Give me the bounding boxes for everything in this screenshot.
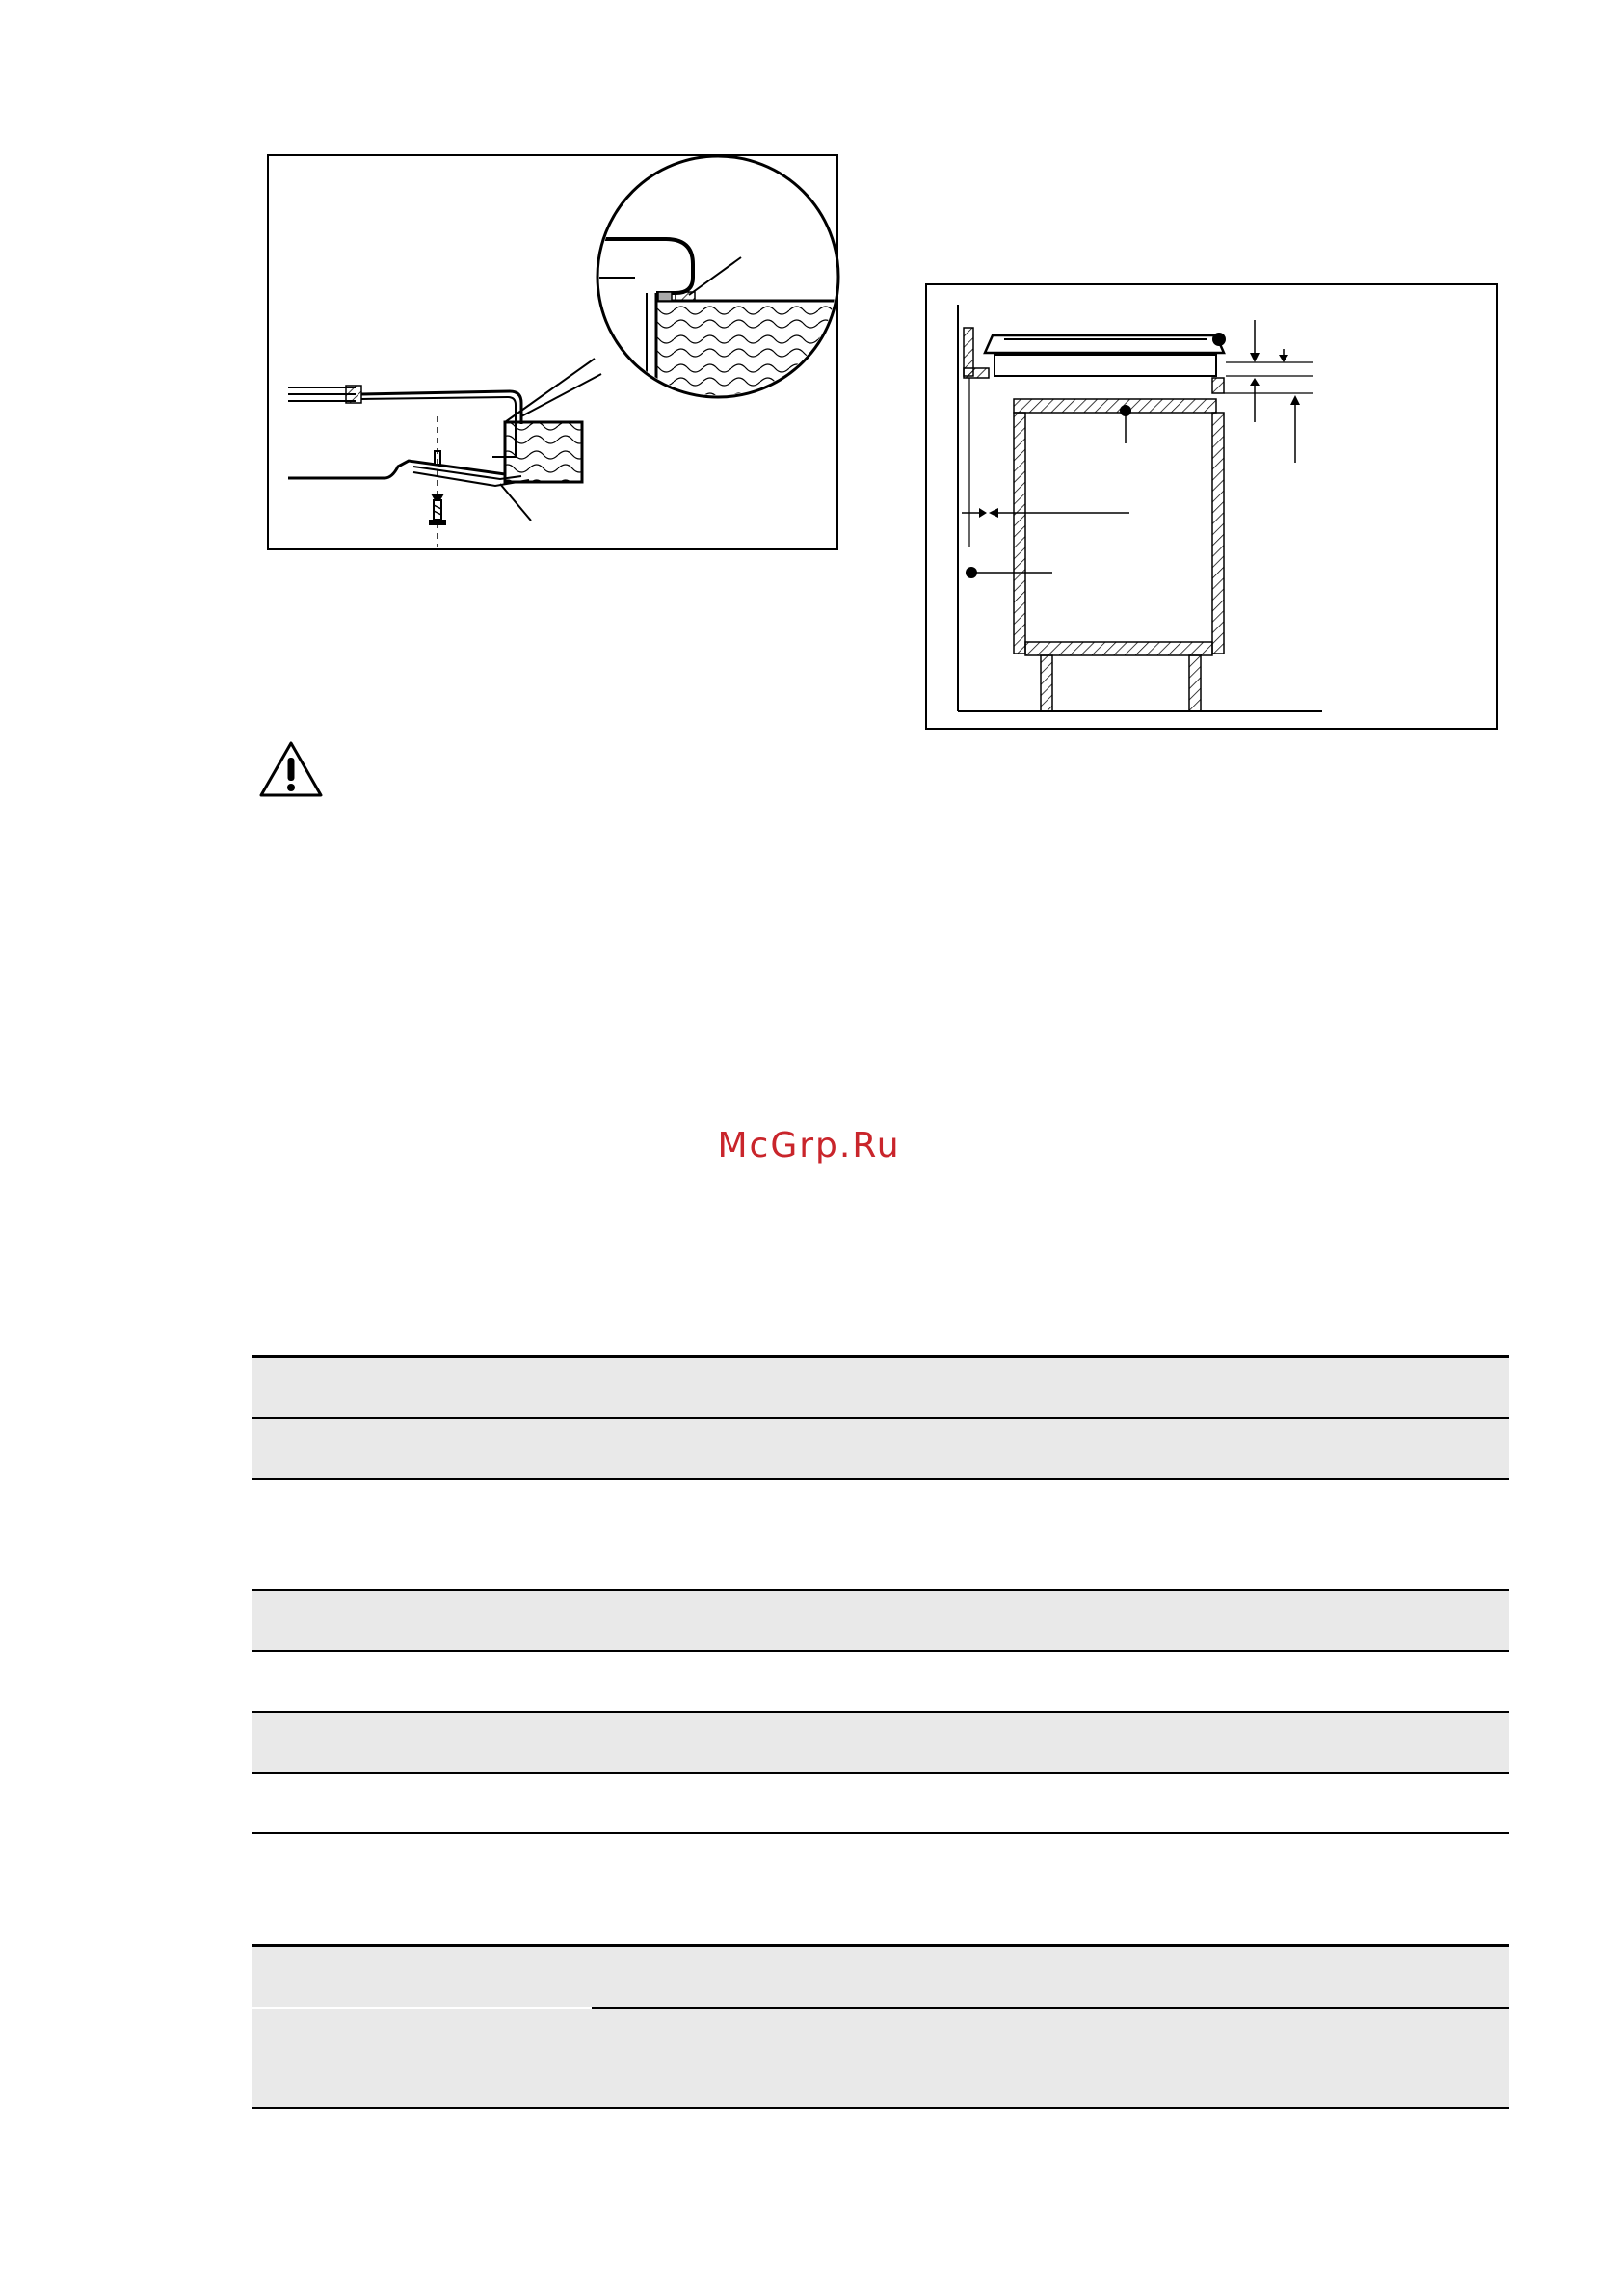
table-row <box>252 1651 1509 1712</box>
table-row <box>252 1712 1509 1773</box>
table-row <box>252 1418 1509 1479</box>
table-cell <box>592 1651 1509 1712</box>
table-bottom-rule <box>252 2107 1509 2109</box>
table-row <box>252 1773 1509 1833</box>
table-1 <box>252 1355 1509 1480</box>
table-row <box>252 1357 1509 1419</box>
bracket-drawing <box>269 156 840 552</box>
table-row <box>252 2009 1509 2107</box>
table-cell <box>592 1357 1509 1419</box>
figure-left-bracket <box>267 154 838 550</box>
table-cell <box>592 1590 1509 1652</box>
table-cell <box>252 1357 592 1419</box>
table-cell <box>252 1773 592 1833</box>
table-cell <box>592 1773 1509 1833</box>
warning-triangle-icon <box>258 740 324 798</box>
table-cell <box>592 1712 1509 1773</box>
table-row <box>252 1947 1509 2007</box>
table-cell <box>252 1712 592 1773</box>
table-2 <box>252 1589 1509 1834</box>
watermark-text: McGrp.Ru <box>717 1126 901 1165</box>
table-cell <box>592 1418 1509 1479</box>
table-row <box>252 1590 1509 1652</box>
table-3 <box>252 1944 1509 2109</box>
table-cell <box>252 1651 592 1712</box>
table-cell <box>252 1590 592 1652</box>
cabinet-drawing <box>927 285 1499 732</box>
figure-right-cabinet <box>925 283 1498 730</box>
table-cell <box>252 1418 592 1479</box>
